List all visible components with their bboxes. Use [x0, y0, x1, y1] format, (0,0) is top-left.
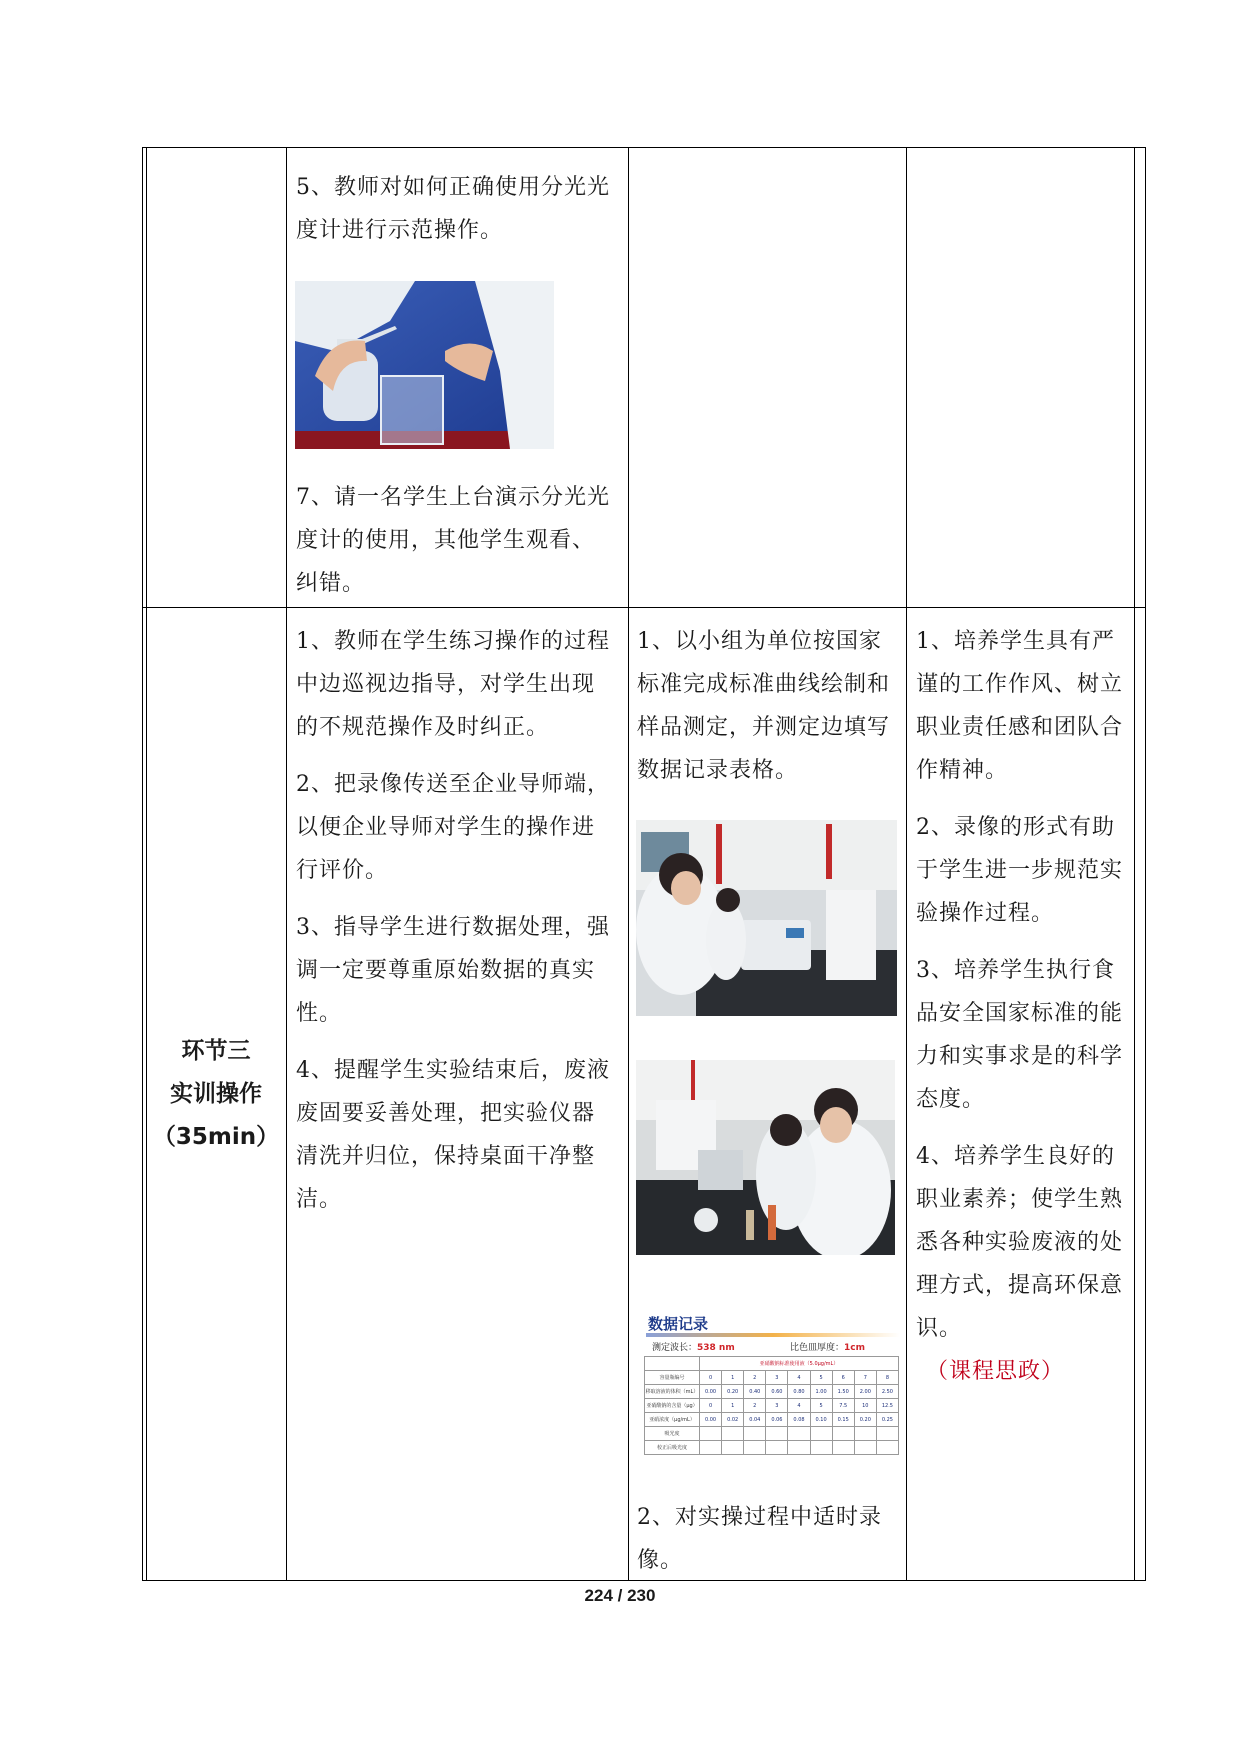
table-cell: 0.80 — [788, 1385, 810, 1399]
table-cell: 0.15 — [832, 1413, 854, 1427]
table-cell — [832, 1441, 854, 1455]
table-cell: 2 — [744, 1371, 766, 1385]
table-cell: 2.50 — [876, 1385, 898, 1399]
table-border-left — [142, 147, 143, 1581]
cuvette — [790, 1340, 865, 1353]
table-cell: 0 — [700, 1371, 722, 1385]
table-row — [645, 1357, 899, 1371]
table-row — [645, 1441, 899, 1455]
table-row — [645, 1385, 899, 1399]
row-header: 亚硝酸钠的含量（μg） — [645, 1399, 700, 1413]
table-border-left-inner — [146, 147, 147, 1581]
stage-duration: （35min） — [152, 1124, 280, 1150]
table-row — [645, 1399, 899, 1413]
column-divider-2 — [628, 147, 629, 1581]
table-cell: 0.40 — [744, 1385, 766, 1399]
table-cell: 8 — [876, 1371, 898, 1385]
table-cell: 4 — [788, 1399, 810, 1413]
table-cell — [810, 1427, 832, 1441]
table-cell: 0.08 — [788, 1413, 810, 1427]
cuvette-value: 1cm — [844, 1343, 865, 1353]
table-cell — [876, 1427, 898, 1441]
row-divider — [142, 607, 1146, 608]
teacher-step-5: 5、教师对如何正确使用分光光度计进行示范操作。 — [296, 175, 610, 243]
data-record-sheet — [642, 1313, 902, 1483]
lab-photo-1 — [636, 820, 897, 1016]
wash-bottle-photo — [295, 281, 554, 449]
table-cell: 0.06 — [766, 1413, 788, 1427]
table-cell — [700, 1441, 722, 1455]
intent-item-4: 4、培养学生良好的职业素养；使学生熟悉各种实验废液的处理方式，提高环保意识。 — [916, 1144, 1124, 1341]
student-item-2: 2、对实操过程中适时录像。 — [637, 1505, 882, 1573]
table-cell: 0.00 — [700, 1413, 722, 1427]
column-divider-1 — [286, 147, 287, 1581]
intent-item-3: 3、培养学生执行食品安全国家标准的能力和实事求是的科学态度。 — [916, 958, 1124, 1112]
table-cell — [744, 1441, 766, 1455]
wavelength — [652, 1340, 735, 1353]
table-cell: 0.04 — [744, 1413, 766, 1427]
row2-intent-cell — [916, 620, 1128, 1393]
row1-teacher-cell-cont — [296, 476, 616, 605]
table-cell: 0.20 — [854, 1413, 876, 1427]
table-cell: 0.00 — [700, 1385, 722, 1399]
data-record-title: 数据记录 — [648, 1315, 709, 1333]
wavelength-value: 538 nm — [697, 1343, 735, 1353]
row-header: 校正后吸光度 — [645, 1441, 700, 1455]
table-cell — [832, 1427, 854, 1441]
table-cell: 12.5 — [876, 1399, 898, 1413]
table-border-right — [1145, 147, 1146, 1581]
row-header: 亚硝浓度（μg/mL） — [645, 1413, 700, 1427]
column-divider-3 — [906, 147, 907, 1581]
table-cell: 2 — [744, 1399, 766, 1413]
intent-item-1: 1、培养学生具有严谨的工作作风、树立职业责任感和团队合作精神。 — [916, 629, 1124, 783]
table-border-top — [142, 147, 1146, 148]
table-cell: 0.20 — [722, 1385, 744, 1399]
row-header: 容量瓶编号 — [645, 1371, 700, 1385]
table-cell: 4 — [788, 1371, 810, 1385]
table-cell — [876, 1441, 898, 1455]
table-cell — [810, 1441, 832, 1455]
table-cell: 7.5 — [832, 1399, 854, 1413]
table-cell — [744, 1427, 766, 1441]
table-cell — [700, 1427, 722, 1441]
table-cell: 6 — [832, 1371, 854, 1385]
table-cell: 7 — [854, 1371, 876, 1385]
row-header: 移取溶液的体积（mL） — [645, 1385, 700, 1399]
table-border-right-inner — [1134, 147, 1135, 1581]
row2-teacher-cell — [296, 620, 616, 1221]
page-number: 224 / 230 — [584, 1586, 656, 1605]
data-record-body — [645, 1371, 899, 1455]
table-row — [645, 1427, 899, 1441]
teacher-item-3: 3、指导学生进行数据处理，强调一定要尊重原始数据的真实性。 — [296, 915, 610, 1026]
table-cell — [766, 1441, 788, 1455]
table-cell — [788, 1441, 810, 1455]
table-cell: 1.50 — [832, 1385, 854, 1399]
table-cell — [722, 1441, 744, 1455]
table-cell: 0.60 — [766, 1385, 788, 1399]
table-cell: 1 — [722, 1399, 744, 1413]
table-cell: 3 — [766, 1371, 788, 1385]
table-cell: 0.10 — [810, 1413, 832, 1427]
table-cell: 5 — [810, 1399, 832, 1413]
table-cell: 2.00 — [854, 1385, 876, 1399]
table-cell: 5 — [810, 1371, 832, 1385]
cuvette-label: 比色皿厚度： — [790, 1343, 845, 1353]
table-cell: 0 — [700, 1399, 722, 1413]
row2-student-cell — [637, 620, 899, 792]
teacher-item-4: 4、提醒学生实验结束后，废液废固要妥善处理，把实验仪器清洗并归位，保持桌面干净整洁。 — [296, 1058, 610, 1212]
title-underline — [646, 1333, 900, 1337]
table-cell: 1.00 — [810, 1385, 832, 1399]
lab-photo-2 — [636, 1060, 895, 1255]
data-record-table — [644, 1356, 899, 1455]
table-cell — [788, 1427, 810, 1441]
table-cell: 1 — [722, 1371, 744, 1385]
student-item-1: 1、以小组为单位按国家标准完成标准曲线绘制和样品测定，并测定边填写数据记录表格。 — [637, 629, 891, 783]
table-cell — [854, 1441, 876, 1455]
teacher-item-2: 2、把录像传送至企业导师端，以便企业导师对学生的操作进行评价。 — [296, 772, 610, 883]
table-row — [645, 1371, 899, 1385]
table-caption: 亚硝酸钠标准使用液（5.0μg/mL） — [700, 1357, 899, 1371]
table-cell — [722, 1427, 744, 1441]
row-header: 吸光度 — [645, 1427, 700, 1441]
stage-title: 环节三 — [181, 1038, 251, 1064]
table-cell: 3 — [766, 1399, 788, 1413]
wavelength-label: 测定波长： — [652, 1343, 698, 1353]
table-cell: 0.02 — [722, 1413, 744, 1427]
row2-student-cell-cont — [637, 1496, 899, 1582]
intent-item-2: 2、录像的形式有助于学生进一步规范实验操作过程。 — [916, 815, 1124, 926]
stage-label — [146, 1030, 286, 1159]
ideology-tag: （课程思政） — [926, 1359, 1065, 1384]
table-cell — [766, 1427, 788, 1441]
table-cell — [854, 1427, 876, 1441]
teacher-step-7: 7、请一名学生上台演示分光光度计的使用，其他学生观看、纠错。 — [296, 485, 610, 596]
table-cell: 10 — [854, 1399, 876, 1413]
teacher-item-1: 1、教师在学生练习操作的过程中边巡视边指导，对学生出现的不规范操作及时纠正。 — [296, 629, 610, 740]
table-row — [645, 1413, 899, 1427]
table-cell: 0.25 — [876, 1413, 898, 1427]
caption-spacer — [645, 1357, 700, 1371]
row1-teacher-cell — [296, 166, 616, 252]
stage-name: 实训操作 — [170, 1081, 262, 1107]
